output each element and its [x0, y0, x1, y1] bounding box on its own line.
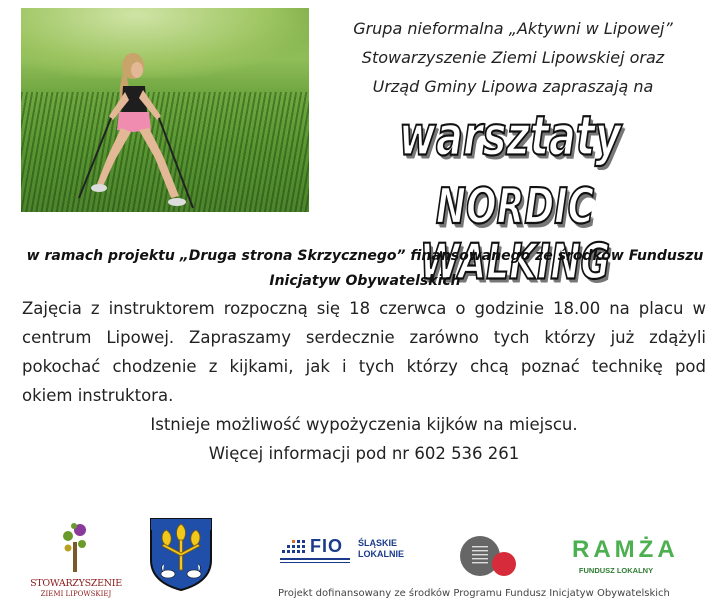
- funding-footer: Projekt dofinansowany ze środków Programu Fundusz Inicjatyw Obywatelskich: [278, 588, 670, 599]
- project-description: [20, 244, 710, 294]
- coat-of-arms-icon: [148, 516, 214, 592]
- slaskie-lokalnie-text: [358, 538, 404, 560]
- centrum-inicjatyw-logo: [458, 534, 524, 580]
- main-text: [22, 294, 706, 468]
- project-line: Inicjatyw Obywatelskich: [269, 273, 461, 289]
- walker-figure: [21, 8, 309, 212]
- paragraph-line: pokochać chodzenie z kijkami, jak i tych którzy chcą poznać technikę pod: [22, 357, 706, 376]
- intro-text: [318, 14, 708, 101]
- ramza-text: RAMŻA: [572, 536, 679, 563]
- intro-line: Urząd Gminy Lipowa zapraszają na: [372, 77, 654, 96]
- contact-info: Więcej informacji pod nr 602 536 261: [208, 444, 520, 463]
- paragraph-line: Zajęcia z instruktorem rozpoczną się 18 czerwca o godzinie 18.00 na placu w: [22, 299, 706, 318]
- paragraph-line: centrum Lipowej. Zapraszamy serdecznie zarówno tych którzy już zdążyli: [22, 328, 706, 347]
- nordic-walking-photo: [21, 8, 309, 212]
- project-line: w ramach projektu „Druga strona Skrzycznego” finansowanego ze środków Funduszu: [26, 248, 704, 264]
- fio-text: FIO: [310, 536, 343, 556]
- ramza-subtext: FUNDUSZ LOKALNY: [578, 566, 654, 575]
- title-warsztaty: warsztaty: [398, 106, 622, 169]
- paragraph-line: okiem instruktora.: [22, 386, 174, 405]
- fio-logo: [280, 536, 430, 576]
- stowarzyszenie-logo: [30, 520, 122, 602]
- stowarzyszenie-subname: ZIEMI LIPOWSKIEJ: [40, 590, 112, 598]
- lokalnie-line: LOKALNIE: [358, 549, 404, 559]
- intro-line: Grupa nieformalna „Aktywni w Lipowej”: [353, 19, 673, 38]
- ramza-logo: [568, 536, 679, 580]
- stowarzyszenie-name: STOWARZYSZENIE: [30, 578, 122, 589]
- cis-circles-icon: [458, 534, 524, 580]
- title-nordic-walking: NORDIC WALKING: [419, 180, 611, 291]
- fio-subtext: [280, 558, 350, 563]
- intro-line: Stowarzyszenie Ziemi Lipowskiej oraz: [361, 48, 665, 67]
- lipowa-coat-of-arms: [148, 516, 214, 592]
- tree-icon: [60, 520, 90, 572]
- fio-dots-icon: [280, 536, 308, 556]
- rental-info: Istnieje możliwość wypożyczenia kijków na miejscu.: [150, 415, 578, 434]
- slaskie-line: ŚLĄSKIE: [358, 538, 398, 548]
